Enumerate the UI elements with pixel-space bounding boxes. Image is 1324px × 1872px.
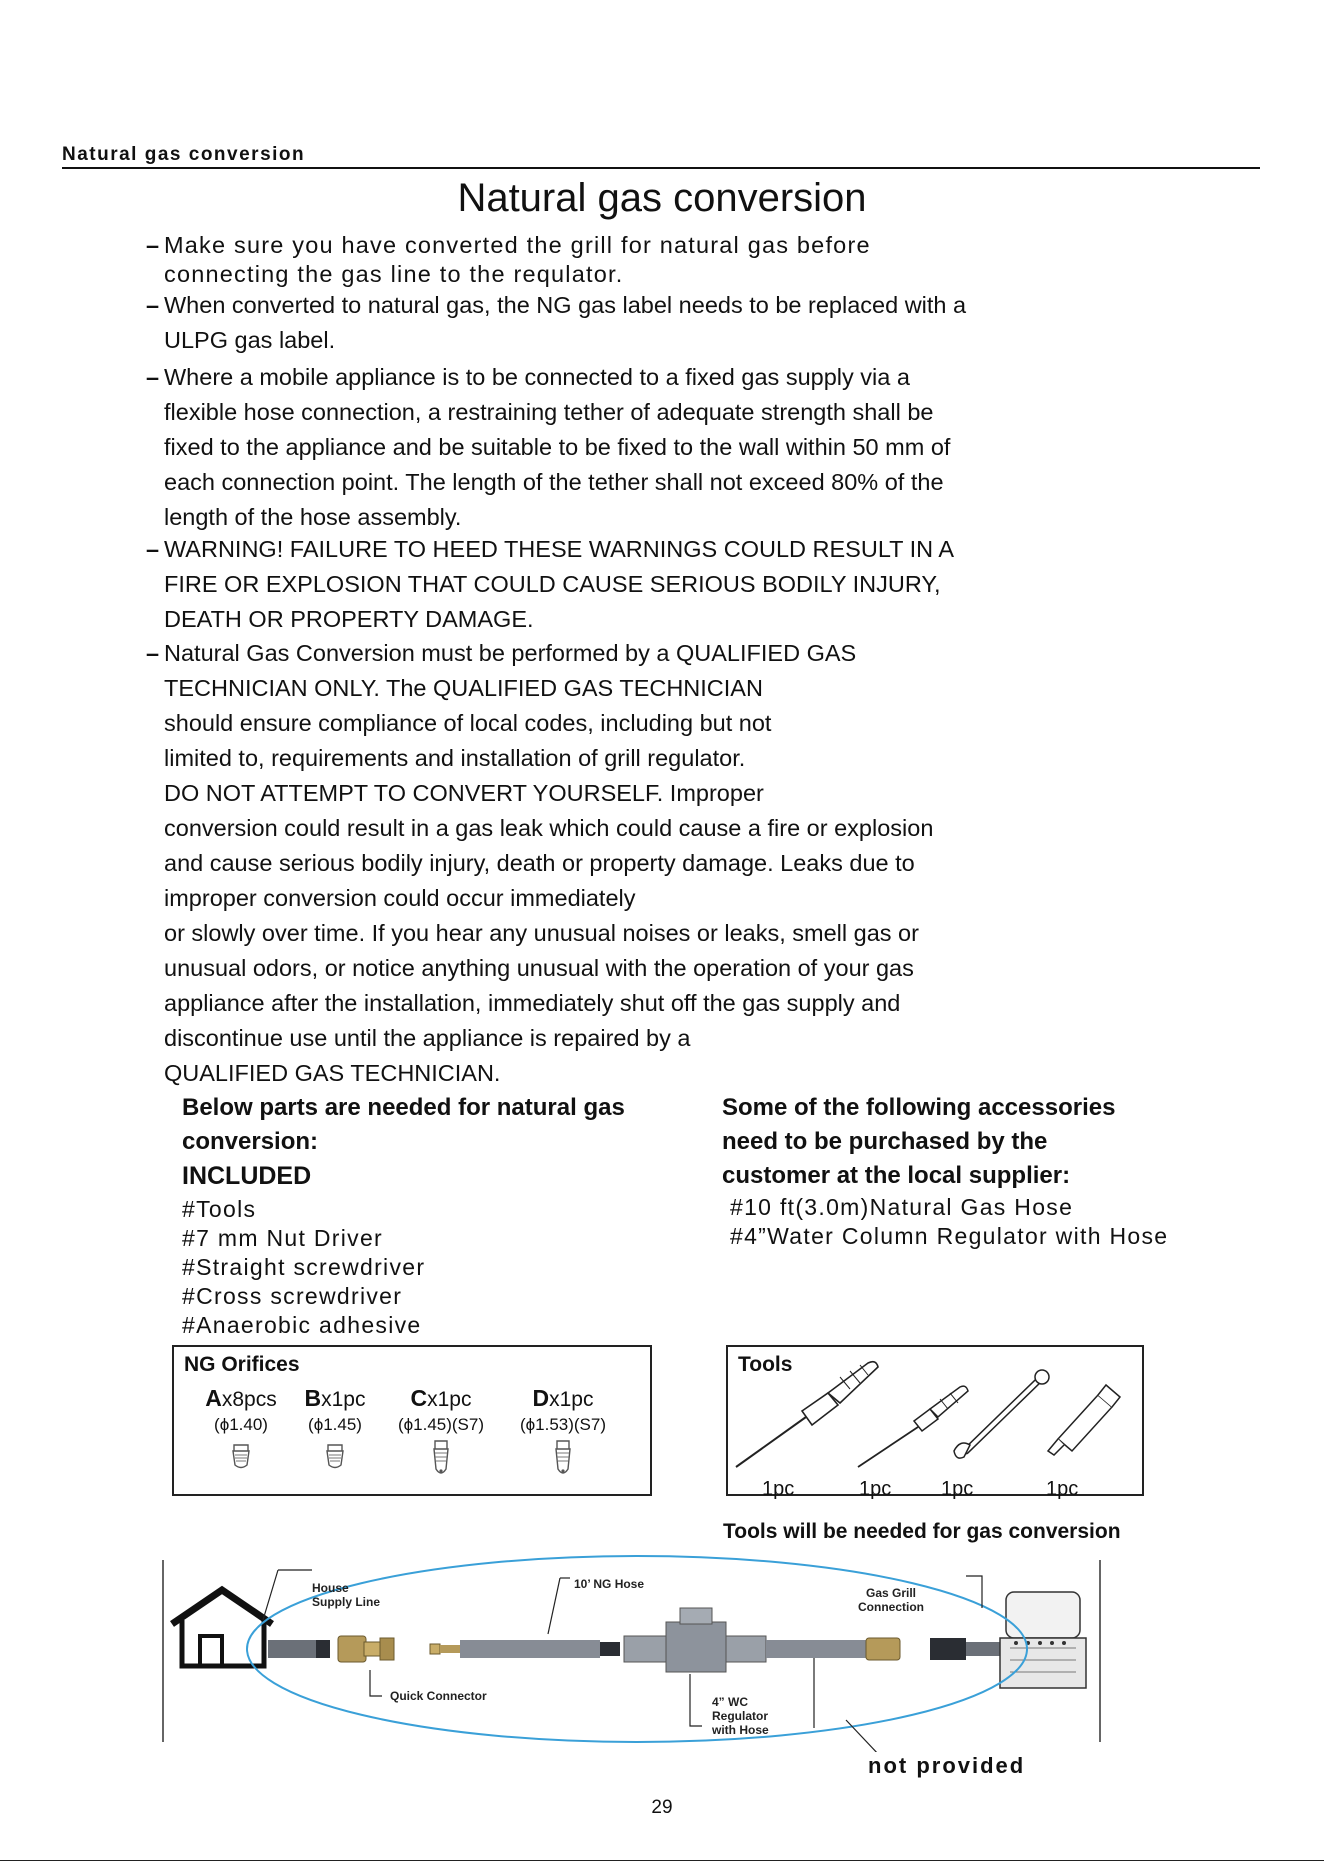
paragraph-line: improper conversion could occur immediately xyxy=(164,885,636,911)
label-quick-connector xyxy=(390,1689,487,1703)
orifice-dimension: (ϕ1.45) xyxy=(308,1415,362,1434)
paragraph-line: DEATH OR PROPERTY DAMAGE. xyxy=(164,606,534,632)
tool-quantity: 1pc xyxy=(941,1478,974,1500)
paragraph-line: Natural Gas Conversion must be performed by a QUALIFIED GAS xyxy=(164,640,857,666)
orifice-dimension: (ϕ1.40) xyxy=(214,1415,268,1434)
label-house-supply xyxy=(312,1581,380,1609)
parts-list-item: #Cross screwdriver xyxy=(182,1283,403,1309)
paragraph-line: conversion could result in a gas leak which could cause a fire or explosion xyxy=(164,815,934,841)
label-line: with Hose xyxy=(712,1723,769,1737)
label-line: 4” WC xyxy=(712,1695,748,1709)
label-line: Connection xyxy=(858,1600,924,1614)
label-line: Regulator xyxy=(712,1709,769,1723)
orifice-qty: x1pc xyxy=(549,1388,594,1411)
adhesive-tube-icon xyxy=(1048,1385,1120,1455)
paragraph-line: appliance after the installation, immediately shut off the gas supply and xyxy=(164,990,901,1016)
ng-orifices-box xyxy=(172,1345,652,1496)
house-supply-line xyxy=(268,1640,330,1658)
label-line: Supply Line xyxy=(312,1595,381,1609)
regulator-icon xyxy=(624,1608,766,1672)
orifice-qty: x1pc xyxy=(321,1388,366,1411)
paragraph-tether xyxy=(146,360,1264,535)
label-line: Quick Connector xyxy=(390,1689,487,1703)
orifice-letter: A xyxy=(205,1385,222,1411)
parts-list-item: #Tools xyxy=(182,1196,257,1222)
paragraph-warning xyxy=(146,532,1264,637)
orifice-letter: C xyxy=(410,1385,428,1411)
paragraph-line: FIRE OR EXPLOSION THAT COULD CAUSE SERIOUS BODILY INJURY, xyxy=(164,571,941,597)
orifice-item-d xyxy=(504,1385,622,1484)
included-label: INCLUDED xyxy=(182,1162,312,1190)
accessories-heading-line: customer at the local supplier: xyxy=(722,1162,1071,1189)
ng-hose-icon xyxy=(430,1640,620,1658)
paragraph-line: fixed to the appliance and be suitable to be fixed to the wall within 50 mm of xyxy=(164,434,951,460)
paragraph-line: length of the hose assembly. xyxy=(164,504,462,530)
paragraph-line: When converted to natural gas, the NG gas label needs to be replaced with a xyxy=(164,292,967,318)
paragraph-line: Where a mobile appliance is to be connected to a fixed gas supply via a xyxy=(164,364,910,390)
paragraph-line: unusual odors, or notice anything unusual with the operation of your gas xyxy=(164,955,914,981)
bottom-divider xyxy=(0,1860,1324,1861)
accessories-section xyxy=(722,1091,1168,1251)
paragraph-converted-before xyxy=(146,231,1264,289)
label-gas-grill xyxy=(858,1586,924,1614)
orifices-title: NG Orifices xyxy=(184,1353,300,1376)
orifice-letter: B xyxy=(304,1385,322,1411)
tool-quantity: 1pc xyxy=(1046,1478,1079,1500)
grill-connection-icon xyxy=(930,1638,1006,1660)
orifice-qty: x8pcs xyxy=(221,1388,277,1411)
orifice-c-icon xyxy=(428,1439,454,1479)
paragraph-line: each connection point. The length of the tether shall not exceed 80% of the xyxy=(164,469,944,495)
orifice-b-icon xyxy=(323,1443,347,1471)
straight-screwdriver-icon xyxy=(858,1386,968,1467)
orifice-item-a xyxy=(198,1385,284,1476)
orifice-dimension: (ϕ1.45)(S7) xyxy=(397,1415,485,1434)
parts-heading-line: conversion: xyxy=(182,1128,319,1155)
not-provided-label: not provided xyxy=(868,1753,1026,1778)
paragraph-line: QUALIFIED GAS TECHNICIAN. xyxy=(164,1060,501,1086)
label-line: House xyxy=(312,1581,349,1595)
parts-needed-section xyxy=(182,1091,625,1340)
paragraph-line: limited to, requirements and installation of grill regulator. xyxy=(164,745,746,771)
orifice-qty: x1pc xyxy=(427,1388,472,1411)
tool-quantity: 1pc xyxy=(859,1478,892,1500)
regulator-hose-icon xyxy=(766,1638,900,1660)
paragraph-line: flexible hose connection, a restraining tether of adequate strength shall be xyxy=(164,399,934,425)
cross-screwdriver-icon xyxy=(736,1362,878,1467)
accessories-heading-line: need to be purchased by the xyxy=(722,1128,1048,1155)
paragraph-line: TECHNICIAN ONLY. The QUALIFIED GAS TECHNICIAN xyxy=(164,675,763,701)
tool-quantity: 1pc xyxy=(762,1478,795,1500)
accessories-list-item: #10 ft(3.0m)Natural Gas Hose xyxy=(730,1194,1074,1220)
label-regulator xyxy=(712,1695,769,1737)
tools-note: Tools will be needed for gas conversion xyxy=(723,1520,1121,1543)
label-ng-hose xyxy=(574,1577,644,1591)
accessories-list-item: #4”Water Column Regulator with Hose xyxy=(730,1223,1169,1249)
paragraph-line: DO NOT ATTEMPT TO CONVERT YOURSELF. Improper xyxy=(164,780,764,806)
orifice-a-icon xyxy=(229,1443,253,1471)
paragraph-line: connecting the gas line to the requlator. xyxy=(164,261,624,287)
dash-bullet: – xyxy=(146,640,160,666)
quick-connector-icon xyxy=(338,1636,394,1662)
dash-bullet: – xyxy=(146,536,160,562)
orifice-item-c xyxy=(386,1385,496,1484)
tools-illustration xyxy=(728,1347,1142,1494)
paragraph-line: WARNING! FAILURE TO HEED THESE WARNINGS COULD RESULT IN A xyxy=(164,536,955,562)
page-number: 29 xyxy=(651,1797,673,1818)
label-line: Gas Grill xyxy=(865,1586,917,1600)
parts-list-item: #Anaerobic adhesive xyxy=(182,1312,422,1338)
paragraph-line: Make sure you have converted the grill for natural gas before xyxy=(164,232,871,258)
paragraph-line: or slowly over time. If you hear any unusual noises or leaks, smell gas or xyxy=(164,920,919,946)
label-line: 10’ NG Hose xyxy=(574,1577,645,1591)
nut-driver-wrench-icon xyxy=(954,1370,1049,1458)
section-header: Natural gas conversion xyxy=(62,144,306,165)
paragraph-line: discontinue use until the appliance is repaired by a xyxy=(164,1025,691,1051)
accessories-heading-line: Some of the following accessories xyxy=(722,1094,1116,1121)
tools-box xyxy=(726,1345,1144,1496)
parts-heading-line: Below parts are needed for natural gas xyxy=(182,1094,625,1121)
orifice-item-b xyxy=(292,1385,378,1476)
paragraph-label-replace xyxy=(146,288,1264,358)
paragraph-line: ULPG gas label. xyxy=(164,327,336,353)
orifice-dimension: (ϕ1.53)(S7) xyxy=(519,1415,607,1434)
parts-list-item: #Straight screwdriver xyxy=(182,1254,426,1280)
paragraph-line: should ensure compliance of local codes, including but not xyxy=(164,710,772,736)
paragraph-line: and cause serious bodily injury, death or property damage. Leaks due to xyxy=(164,850,915,876)
orifice-d-icon xyxy=(550,1439,576,1479)
page-title: Natural gas conversion xyxy=(457,176,867,220)
parts-list-item: #7 mm Nut Driver xyxy=(182,1225,383,1251)
dash-bullet: – xyxy=(146,232,161,258)
dash-bullet: – xyxy=(146,292,160,318)
orifice-letter: D xyxy=(532,1385,550,1411)
paragraph-technician xyxy=(146,636,1264,1091)
dash-bullet: – xyxy=(146,364,160,390)
header-divider xyxy=(62,167,1260,169)
tools-title: Tools xyxy=(738,1353,793,1376)
